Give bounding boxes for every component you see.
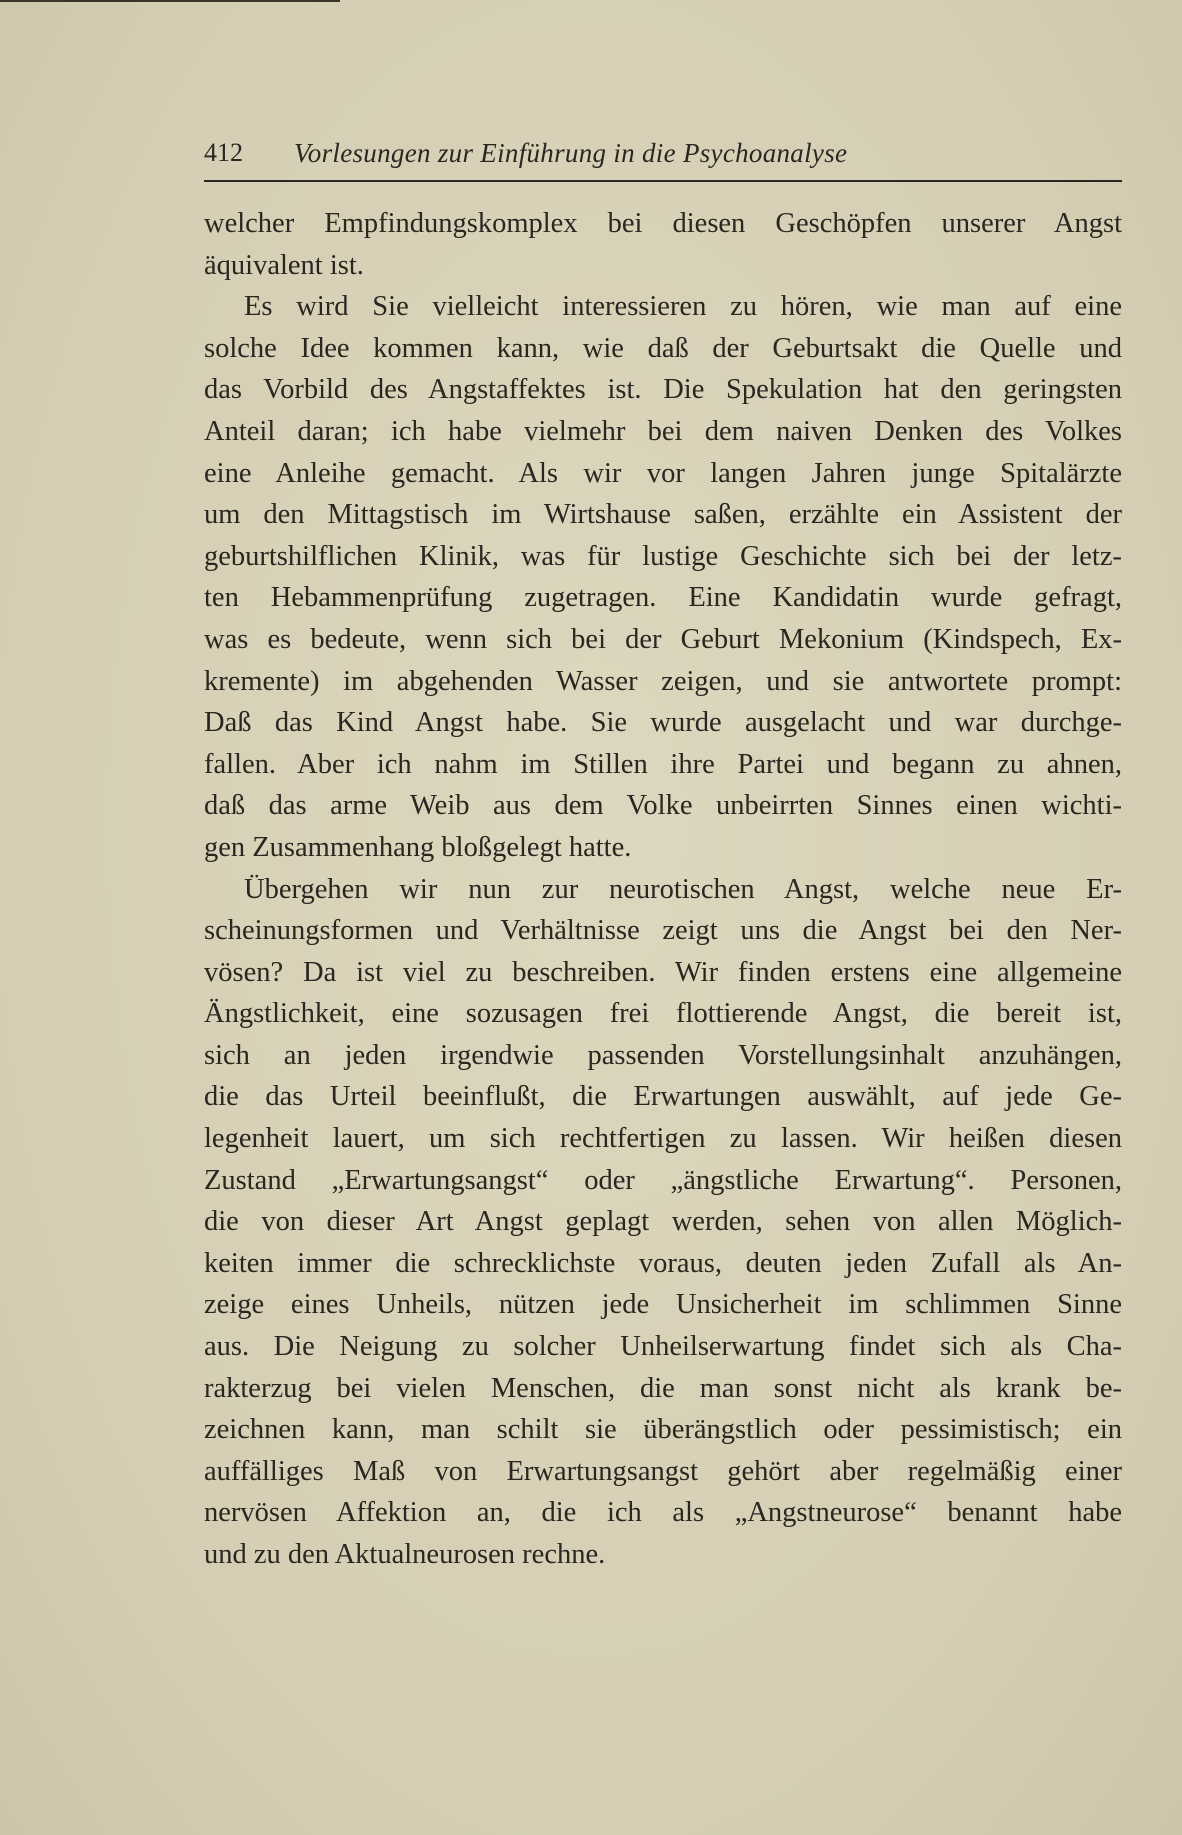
header-rule [204,180,1122,182]
text-line: Zustand „Erwartungsangst“ oder „ängstliche Erwartung“. Personen, [204,1164,1122,1196]
text-line: zeige eines Unheils, nützen jede Unsicherheit im schlimmen Sinne [204,1289,1122,1321]
text-line: nervösen Affektion an, die ich als „Angstneurose“ benannt habe [204,1497,1122,1529]
text-line: was es bedeute, wenn sich bei der Geburt Mekonium (Kindspech, Ex- [204,623,1122,655]
text-line: legenheit lauert, um sich rechtfertigen zu lassen. Wir heißen diesen [204,1123,1122,1155]
text-line: scheinungsformen und Verhältnisse zeigt uns die Angst bei den Ner- [204,915,1122,947]
text-line: zeichnen kann, man schilt sie überängstlich oder pessimistisch; ein [204,1414,1122,1446]
text-line: aus. Die Neigung zu solcher Unheilserwartung findet sich als Cha- [204,1331,1122,1363]
text-line: ten Hebammenprüfung zugetragen. Eine Kandidatin wurde gefragt, [204,582,1122,614]
text-line: kremente) im abgehenden Wasser zeigen, und sie antwortete prompt: [204,665,1122,697]
text-line: die von dieser Art Angst geplagt werden, sehen von allen Möglich- [204,1206,1122,1238]
text-line: gen Zusammenhang bloßgelegt hatte. [204,831,632,863]
text-line: vösen? Da ist viel zu beschreiben. Wir finden erstens eine allgemeine [204,956,1122,988]
text-line: rakterzug bei vielen Menschen, die man sonst nicht als krank be- [204,1372,1122,1404]
top-edge-rule [0,0,340,2]
text-line: äquivalent ist. [204,249,364,281]
text-line: auffälliges Maß von Erwartungsangst gehört aber regelmäßig einer [204,1455,1122,1487]
text-line: solche Idee kommen kann, wie daß der Geburtsakt die Quelle und [204,332,1122,364]
text-line: geburtshilflichen Klinik, was für lustige Geschichte sich bei der letz- [204,540,1122,572]
text-line: daß das arme Weib aus dem Volke unbeirrten Sinnes einen wichti- [204,790,1122,822]
text-line: sich an jeden irgendwie passenden Vorstellungsinhalt anzuhängen, [204,1039,1122,1071]
text-line: Übergehen wir nun zur neurotischen Angst, welche neue Er- [244,873,1122,905]
text-line: und zu den Aktualneurosen rechne. [204,1539,606,1570]
text-line: Ängstlichkeit, eine sozusagen frei flottierende Angst, die bereit ist, [204,998,1122,1030]
body-text [204,203,1122,1576]
text-line: eine Anleihe gemacht. Als wir vor langen Jahren junge Spitalärzte [204,457,1122,489]
running-title: Vorlesungen zur Einführung in die Psychoanalyse [294,138,848,168]
text-line: keiten immer die schrecklichste voraus, deuten jeden Zufall als An- [204,1247,1122,1279]
text-line: um den Mittagstisch im Wirtshause saßen, erzählte ein Assistent der [204,499,1122,531]
page-number: 412 [204,138,243,167]
text-line: Anteil daran; ich habe vielmehr bei dem naiven Denken des Volkes [204,415,1122,447]
text-line: die das Urteil beeinflußt, die Erwartungen auswählt, auf jede Ge- [204,1081,1122,1113]
text-line: fallen. Aber ich nahm im Stillen ihre Partei und begann zu ahnen, [204,748,1122,780]
text-line: Es wird Sie vielleicht interessieren zu hören, wie man auf eine [244,291,1122,323]
text-line: Daß das Kind Angst habe. Sie wurde ausgelacht und war durchge- [204,707,1122,739]
page-header [204,138,1122,178]
text-line: welcher Empfindungskomplex bei diesen Geschöpfen unserer Angst [204,208,1122,239]
text-line: das Vorbild des Angstaffektes ist. Die Spekulation hat den geringsten [204,374,1122,406]
